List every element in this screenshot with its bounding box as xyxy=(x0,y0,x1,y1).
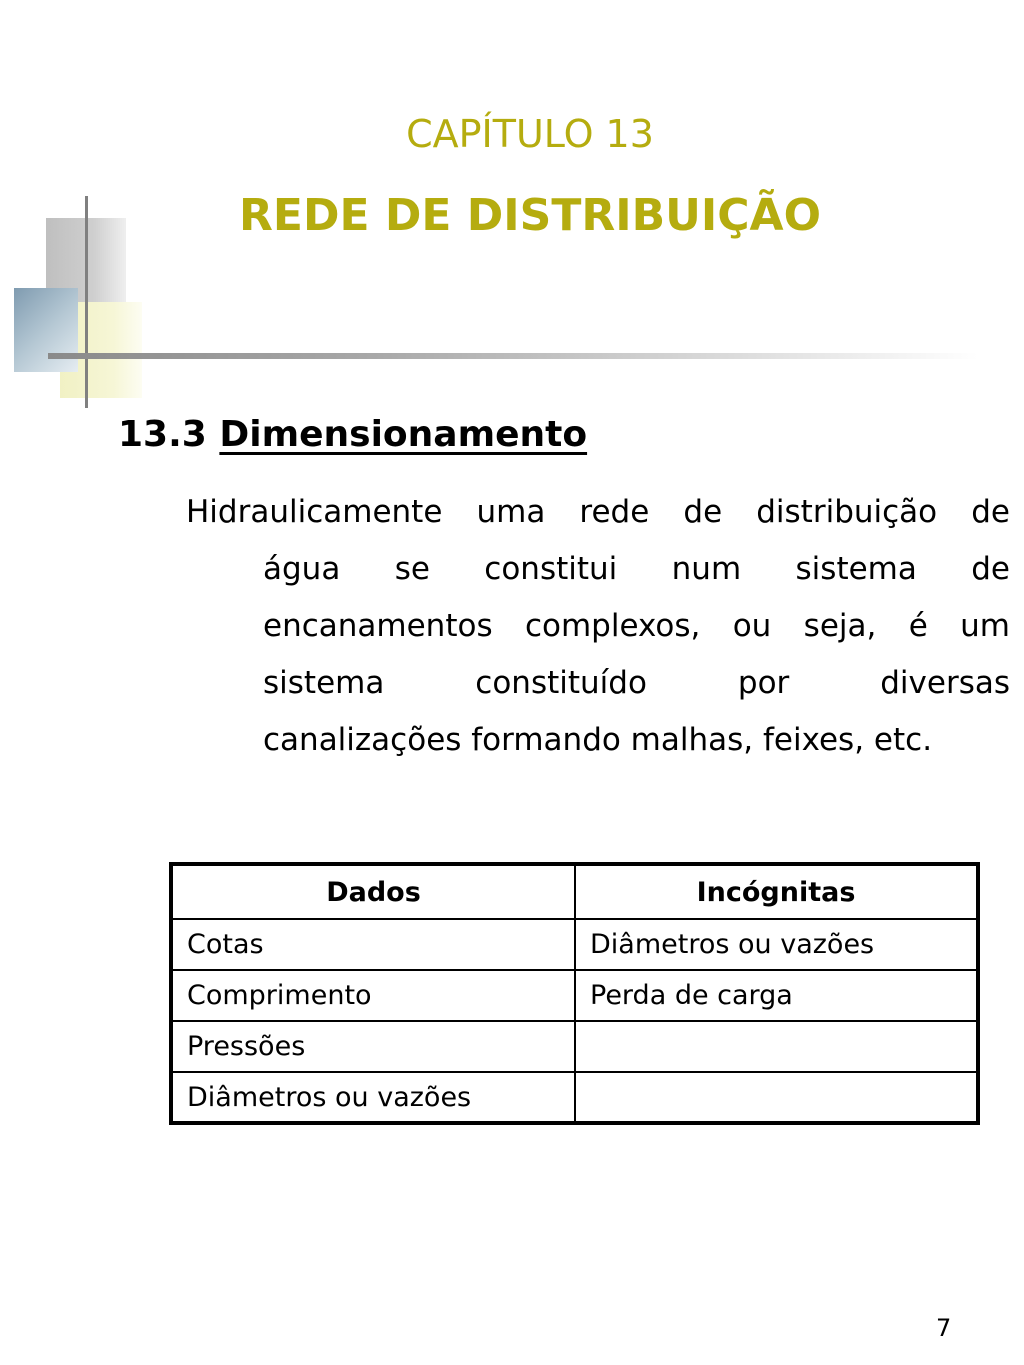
table-header-row xyxy=(171,864,978,919)
page-number: 7 xyxy=(936,1314,952,1342)
section-title: Dimensionamento xyxy=(219,414,588,455)
chapter-label: CAPÍTULO 13 xyxy=(406,112,654,156)
slide-title: REDE DE DISTRIBUIÇÃO xyxy=(239,190,821,241)
paragraph-line: Hidraulicamente uma rede de distribuição de xyxy=(186,494,1010,530)
table-header-cell: Incógnitas xyxy=(575,864,978,919)
table-header-cell: Dados xyxy=(171,864,575,919)
paragraph-line: sistema constituído por diversas xyxy=(263,665,1010,701)
paragraph-line: canalizações formando malhas, feixes, etc. xyxy=(263,722,933,758)
table-row xyxy=(171,919,978,970)
decorative-blue-block xyxy=(14,288,78,372)
section-number: 13.3 xyxy=(118,414,207,455)
table-cell: Comprimento xyxy=(171,970,575,1021)
table-cell: Cotas xyxy=(171,919,575,970)
section-heading xyxy=(118,414,587,455)
table-row xyxy=(171,1021,978,1072)
table-cell: Diâmetros ou vazões xyxy=(171,1072,575,1123)
paragraph-line: encanamentos complexos, ou seja, é um xyxy=(263,608,1010,644)
table-cell xyxy=(575,1021,978,1072)
table-row xyxy=(171,970,978,1021)
table-row xyxy=(171,1072,978,1123)
table-cell: Pressões xyxy=(171,1021,575,1072)
paragraph-line: água se constitui num sistema de xyxy=(263,551,1010,587)
decorative-horizontal-rule xyxy=(48,353,978,359)
table-cell: Diâmetros ou vazões xyxy=(575,919,978,970)
data-table xyxy=(169,862,980,1125)
table-cell: Perda de carga xyxy=(575,970,978,1021)
table-cell xyxy=(575,1072,978,1123)
